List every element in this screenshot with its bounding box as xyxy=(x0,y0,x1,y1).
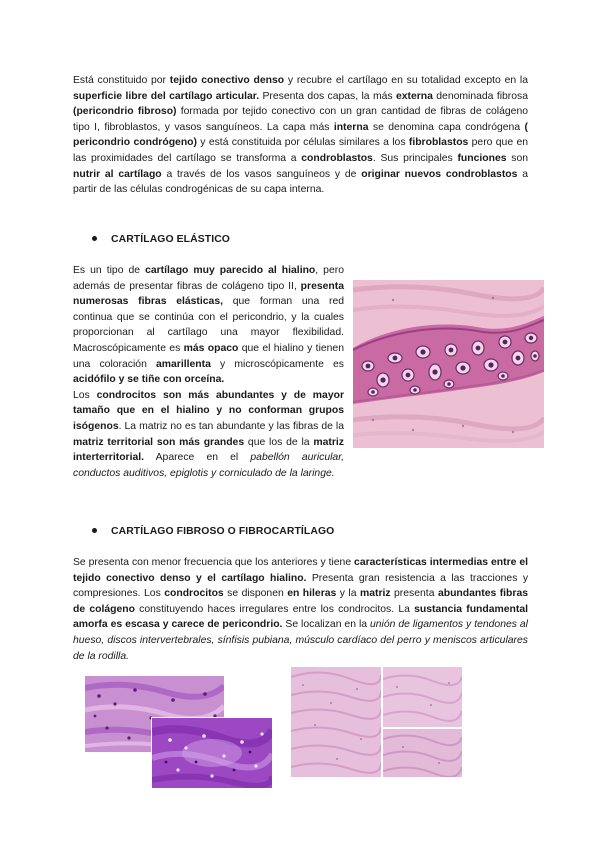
bold-text-run: características intermedias entre el tejido conectivo denso y el cartílago hialino. xyxy=(73,557,528,584)
bold-text-run: presenta numerosas fibras elásticas, xyxy=(73,280,344,308)
bold-text-run: (pericondrio fibroso) xyxy=(73,106,177,118)
text-run: Presenta gran resistencia a las tracciones y compresiones. Los xyxy=(73,572,529,600)
fibro-micrograph-3-svg xyxy=(291,667,381,777)
bold-text-run: condrocitos xyxy=(164,588,224,600)
text-run: que los de la xyxy=(244,436,314,448)
bold-text-run: nutrir al cartílago xyxy=(73,168,162,180)
bold-text-run: fibroblastos xyxy=(408,137,469,149)
bold-text-run: externa xyxy=(395,90,433,102)
bold-text-run: más opaco xyxy=(183,342,239,354)
text-run: Aparece en el xyxy=(144,452,251,464)
bold-text-run: sustancia fundamental amorfa es escasa y carece de pericondrio. xyxy=(73,603,529,631)
text-run: y microscópicamente es xyxy=(210,358,344,370)
bold-text-run: matriz xyxy=(359,588,391,600)
fibrocartilage-micrograph-5 xyxy=(383,729,462,777)
bold-text-run: condroblastos xyxy=(301,152,373,164)
text-run: Los xyxy=(73,389,97,401)
bold-text-run: tejido conectivo denso xyxy=(169,75,285,86)
intro-paragraph xyxy=(73,73,528,198)
text-run: a través de los vasos sanguíneos y de xyxy=(161,168,362,180)
fibrocartilage-micrograph-2 xyxy=(152,718,272,788)
text-run: se denomina capa condrógena xyxy=(368,121,525,133)
bold-text-run: abundantes fibras de colágeno xyxy=(73,588,528,615)
bold-text-run: cartílago muy parecido al hialino xyxy=(145,265,316,276)
bullet-icon xyxy=(92,236,97,241)
fibrous-cartilage-paragraph xyxy=(73,555,528,664)
bold-text-run: matriz territorial son más grandes xyxy=(73,436,245,448)
text-run: se disponen xyxy=(223,588,288,600)
bold-text-run: interna xyxy=(333,121,369,133)
fibrous-heading-text: CARTÍLAGO FIBROSO O FIBROCARTÍLAGO xyxy=(111,526,335,537)
text-run: y recubre el cartílago en su totalidad excepto en la xyxy=(284,75,528,86)
text-run: . Sus principales xyxy=(372,152,458,164)
text-run: que el hialino y tienen una coloración xyxy=(73,342,344,370)
fibro-micrograph-2-svg xyxy=(152,718,272,788)
text-run: formada por tejido conectivo con un gran cantidad de fibras de colágeno tipo I, fibroblastos, y vasos sanguíneos. La capa más xyxy=(73,106,528,133)
text-run: son xyxy=(506,152,529,164)
fibrocartilage-micrograph-4 xyxy=(383,667,462,727)
text-run: denominada fibrosa xyxy=(432,90,529,102)
text-run: , pero además de presentar fibras de colágeno tipo II, xyxy=(73,265,344,292)
bold-text-run: acidófilo y se tiñe con orceína. xyxy=(73,374,225,386)
elastic-cartilage-heading xyxy=(92,234,230,245)
elastic-cartilage-micrograph xyxy=(353,280,544,448)
fibro-micrograph-4-svg xyxy=(383,667,462,727)
bold-text-run: ( pericondrio condrógeno) xyxy=(73,121,528,149)
bold-text-run: en hileras xyxy=(287,588,337,600)
elastic-heading-text: CARTÍLAGO ELÁSTICO xyxy=(111,234,230,245)
text-run: y la xyxy=(336,588,360,600)
text-run: Está constituido por xyxy=(73,75,170,86)
bold-text-run: originar nuevos condroblastos xyxy=(361,168,518,180)
fibrocartilage-micrograph-3 xyxy=(291,667,381,777)
bold-text-run: matriz interterritorial. xyxy=(73,436,344,464)
text-run: Es un tipo de xyxy=(73,265,146,276)
fibro-micrograph-5-svg xyxy=(383,729,462,777)
text-run: pero que en las proximidades del cartílago se transforma a xyxy=(73,137,529,164)
bold-text-run: superficie libre del cartílago articular. xyxy=(73,90,260,102)
bullet-icon xyxy=(92,528,97,533)
bold-text-run: funciones xyxy=(457,152,507,164)
text-run: a partir de las células condrogénicas de su capa interna. xyxy=(73,168,528,196)
text-run: . La matriz no es tan abundante y las fibras de la xyxy=(118,420,344,432)
fibrous-cartilage-heading xyxy=(92,526,334,537)
text-run: constituyendo haces irregulares entre los condrocitos. La xyxy=(134,603,415,615)
italic-text-run: pabellón auricular, conductos auditivos, epiglotis y corniculado de la laringe. xyxy=(73,452,344,479)
bold-text-run: amarillenta xyxy=(156,358,211,370)
text-run: Presenta dos capas, la más xyxy=(259,90,396,102)
elastic-micrograph-svg xyxy=(353,280,544,448)
text-run: y está constituida por células similares a los xyxy=(196,137,409,149)
text-run: Se localizan en la xyxy=(282,619,370,631)
bold-text-run: condrocitos son más abundantes y de mayor tamaño que en el hialino y no conforman grupos isógenos xyxy=(73,389,344,432)
elastic-cartilage-paragraph xyxy=(73,263,344,481)
text-run: que forman una red continua que se continúa con el pericondrio, y la cuales proporcionan al cartílago una mayor flexibilidad. Macroscópicamente es xyxy=(73,296,344,354)
text-run: Se presenta con menor frecuencia que los anteriores y tiene xyxy=(73,557,355,568)
text-run: presenta xyxy=(390,588,438,600)
italic-text-run: unión de ligamentos y tendones al hueso, discos intervertebrales, sínfisis pubiana, músculo cardíaco del perro y meniscos articulares de la rodilla. xyxy=(73,619,528,662)
